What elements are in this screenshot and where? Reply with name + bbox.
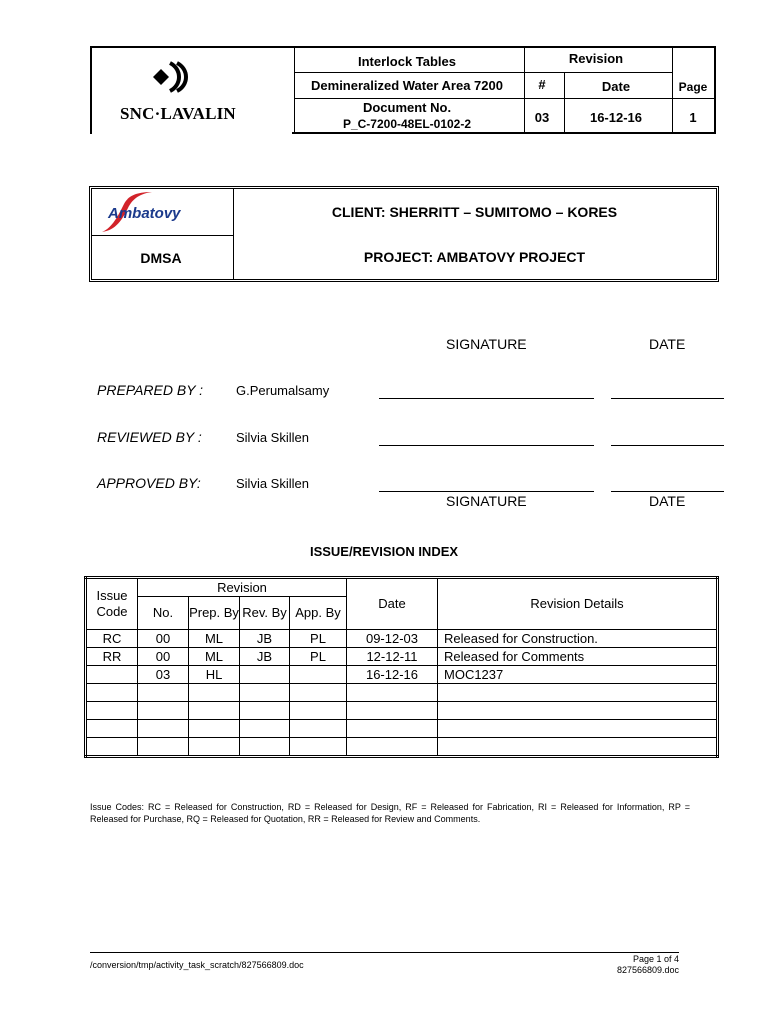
issue-code-header: Issue Code	[86, 578, 138, 630]
table-cell-date	[347, 720, 438, 738]
table-cell-no	[138, 738, 189, 757]
table-cell-code	[86, 738, 138, 757]
table-cell-no	[138, 684, 189, 702]
table-row	[86, 720, 718, 738]
table-cell-code: RR	[86, 648, 138, 666]
ambatovy-logo-text: Ambatovy	[108, 205, 181, 222]
footer-page-count: Page 1 of 4	[632, 954, 679, 964]
doc-number: P_C-7200-48EL-0102-2	[342, 117, 472, 131]
table-cell-rev: JB	[240, 648, 290, 666]
reviewed-by-name: Silvia Skillen	[236, 430, 309, 445]
table-cell-details	[438, 684, 718, 702]
table-cell-app	[290, 702, 347, 720]
table-cell-date: 12-12-11	[347, 648, 438, 666]
doc-number-label: Document No.	[362, 100, 452, 115]
reviewed-date-line	[611, 445, 724, 446]
reviewed-signature-line	[379, 445, 594, 446]
table-cell-prep: ML	[189, 648, 240, 666]
signature-column-footer: SIGNATURE	[446, 493, 527, 509]
table-row	[86, 702, 718, 720]
table-cell-code	[86, 720, 138, 738]
approved-by-label: APPROVED BY:	[97, 475, 201, 491]
date-header: Date	[347, 578, 438, 630]
table-cell-prep: ML	[189, 630, 240, 648]
table-cell-code	[86, 702, 138, 720]
table-cell-app	[290, 666, 347, 684]
approved-date-line	[611, 491, 724, 492]
table-row	[86, 666, 718, 684]
company-name: SNC·LAVALIN	[120, 104, 236, 123]
footer-page-info	[560, 954, 679, 976]
revision-number: 03	[534, 110, 550, 125]
prepared-by-label: PREPARED BY :	[97, 382, 204, 398]
footer-filename: 827566809.doc	[616, 965, 679, 975]
table-cell-date	[347, 738, 438, 757]
table-cell-details: MOC1237	[438, 666, 718, 684]
table-cell-rev: JB	[240, 630, 290, 648]
table-cell-no: 00	[138, 648, 189, 666]
page-number: 1	[689, 110, 697, 125]
table-cell-app	[290, 738, 347, 757]
prepared-signature-line	[379, 398, 594, 399]
revision-index-title: ISSUE/REVISION INDEX	[309, 544, 459, 559]
table-row	[86, 630, 718, 648]
table-row	[86, 684, 718, 702]
table-cell-details: Released for Construction.	[438, 630, 718, 648]
table-cell-details	[438, 702, 718, 720]
details-header: Revision Details	[438, 578, 718, 630]
table-cell-details	[438, 720, 718, 738]
prepared-by-name: G.Perumalsamy	[236, 383, 330, 398]
prepared-date-line	[611, 398, 724, 399]
date-column-header: DATE	[649, 336, 686, 352]
revision-group-header: Revision	[138, 578, 347, 597]
divider	[233, 189, 234, 279]
table-cell-prep	[189, 720, 240, 738]
divider	[524, 72, 672, 73]
table-row	[86, 648, 718, 666]
table-cell-rev	[240, 666, 290, 684]
divider	[90, 96, 92, 134]
divider	[292, 132, 716, 134]
rev-by-header: Rev. By	[240, 597, 290, 630]
revision-hash-label: #	[538, 77, 546, 92]
project-line: PROJECT: AMBATOVY PROJECT	[363, 249, 586, 265]
table-cell-details: Released for Comments	[438, 648, 718, 666]
table-cell-app: PL	[290, 630, 347, 648]
table-cell-prep	[189, 738, 240, 757]
table-cell-prep	[189, 684, 240, 702]
table-cell-app	[290, 720, 347, 738]
issue-codes-note: Issue Codes: RC = Released for Construction, RD = Released for Design, RF = Released for Fabrication, RI = Released for Information, RP = Released for Purchase, RQ = Released for Quotation, RR = Released for Review and Comments.	[90, 802, 690, 824]
table-cell-code	[86, 666, 138, 684]
prep-by-header: Prep. By	[189, 597, 240, 630]
divider	[294, 72, 524, 73]
table-cell-rev	[240, 702, 290, 720]
divider	[524, 98, 714, 99]
table-cell-no: 03	[138, 666, 189, 684]
table-cell-details	[438, 738, 718, 757]
revision-date-label: Date	[601, 79, 631, 94]
client-block	[89, 186, 719, 282]
no-header: No.	[138, 597, 189, 630]
table-cell-app: PL	[290, 648, 347, 666]
table-cell-date	[347, 702, 438, 720]
doc-title-line1: Interlock Tables	[357, 54, 456, 69]
revision-index-table	[84, 576, 719, 758]
snc-lavalin-logo-icon	[152, 60, 192, 94]
table-cell-app	[290, 684, 347, 702]
footer-file-path: /conversion/tmp/activity_task_scratch/827566809.doc	[90, 960, 304, 970]
date-column-footer: DATE	[649, 493, 686, 509]
table-cell-no: 00	[138, 630, 189, 648]
client-line: CLIENT: SHERRITT – SUMITOMO – KORES	[331, 204, 618, 220]
table-cell-no	[138, 702, 189, 720]
approved-by-name: Silvia Skillen	[236, 476, 309, 491]
table-cell-prep: HL	[189, 666, 240, 684]
signature-column-header: SIGNATURE	[446, 336, 527, 352]
app-by-header: App. By	[290, 597, 347, 630]
reviewed-by-label: REVIEWED BY :	[97, 429, 202, 445]
approved-signature-line	[379, 491, 594, 492]
table-cell-rev	[240, 720, 290, 738]
table-cell-date: 09-12-03	[347, 630, 438, 648]
table-cell-code: RC	[86, 630, 138, 648]
table-cell-no	[138, 720, 189, 738]
table-cell-code	[86, 684, 138, 702]
table-row	[86, 738, 718, 757]
table-cell-rev	[240, 684, 290, 702]
doc-title-line2: Demineralized Water Area 7200	[311, 78, 503, 93]
owner-name: DMSA	[140, 250, 182, 266]
table-cell-rev	[240, 738, 290, 757]
revision-date: 16-12-16	[589, 110, 643, 125]
table-cell-prep	[189, 702, 240, 720]
revision-label: Revision	[568, 51, 624, 66]
table-cell-date: 16-12-16	[347, 666, 438, 684]
page-label: Page	[678, 80, 708, 94]
footer-divider	[90, 952, 679, 953]
divider	[294, 98, 524, 99]
table-cell-date	[347, 684, 438, 702]
